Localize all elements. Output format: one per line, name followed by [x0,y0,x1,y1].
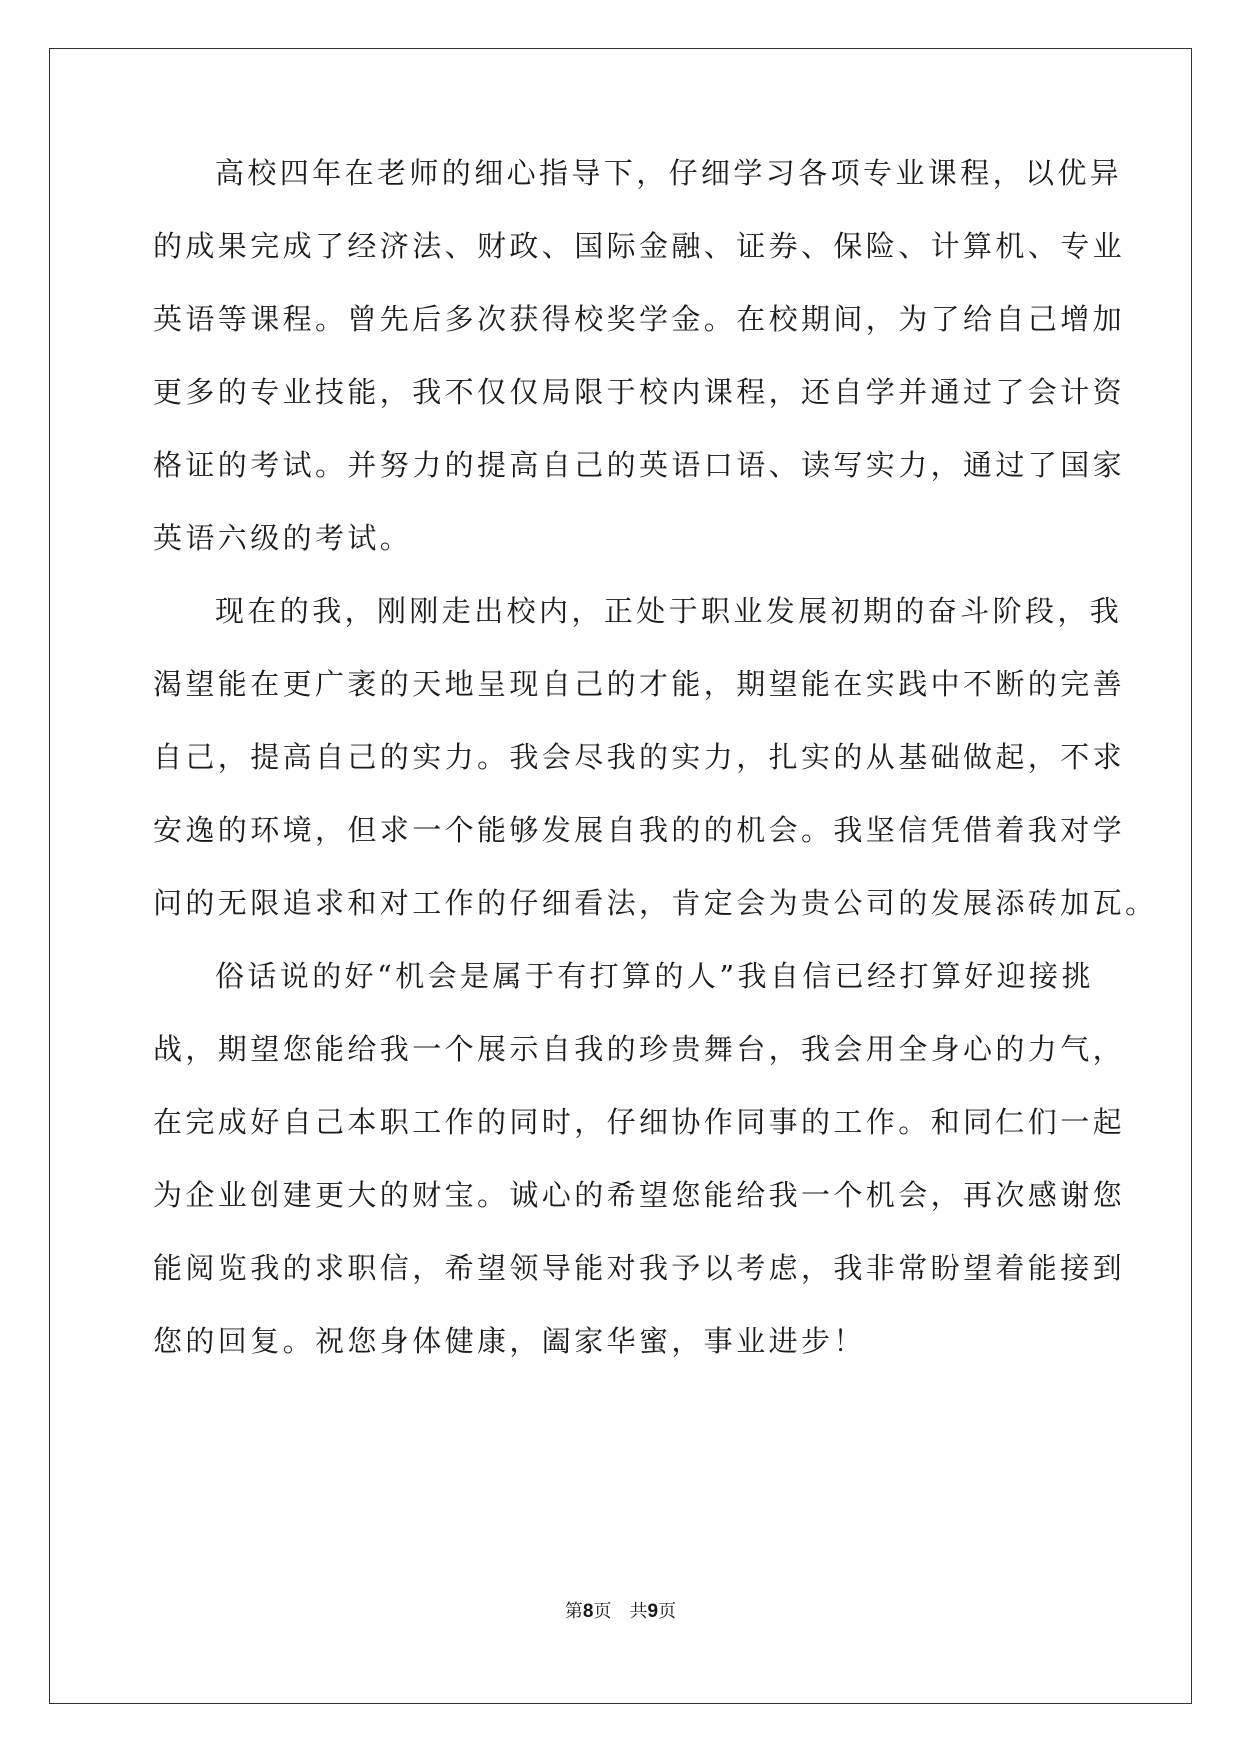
paragraph-3-line-5: 能阅览我的求职信，希望领导能对我予以考虑，我非常盼望着能接到 [153,1251,1126,1285]
paragraph-3-line-3: 在完成好自己本职工作的同时，仔细协作同事的工作。和同仁们一起 [153,1105,1126,1139]
page-suffix: 页 [593,1601,612,1622]
paragraph-2-line-2: 渴望能在更广袤的天地呈现自己的才能，期望能在实践中不断的完善 [153,667,1126,701]
paragraph-1-line-6: 英语六级的考试。 [153,521,413,555]
page-number-footer [0,1600,1241,1624]
total-suffix: 页 [658,1601,677,1622]
paragraph-1-line-5: 格证的考试。并努力的提高自己的英语口语、读写实力，通过了国家 [153,448,1126,482]
page-total: 9 [647,1601,659,1622]
paragraph-1-line-1: 高校四年在老师的细心指导下，仔细学习各项专业课程，以优异 [215,156,1123,190]
page-current: 8 [582,1601,594,1622]
paragraph-2-line-3: 自己，提高自己的实力。我会尽我的实力，扎实的从基础做起，不求 [153,740,1126,774]
paragraph-1-line-3: 英语等课程。曾先后多次获得校奖学金。在校期间，为了给自己增加 [153,302,1126,336]
paragraph-2-line-5: 问的无限追求和对工作的仔细看法，肯定会为贵公司的发展添砖加瓦。 [153,886,1158,920]
paragraph-3-line-1: 俗话说的好“机会是属于有打算的人”我自信已经打算好迎接挑 [215,959,1094,993]
paragraph-3-line-6: 您的回复。祝您身体健康，阖家华蜜，事业进步！ [153,1324,866,1358]
paragraph-1-line-2: 的成果完成了经济法、财政、国际金融、证券、保险、计算机、专业 [153,229,1126,263]
paragraph-2-line-1: 现在的我，刚刚走出校内，正处于职业发展初期的奋斗阶段，我 [215,594,1123,628]
total-prefix: 共 [629,1601,648,1622]
paragraph-3-line-2: 战，期望您能给我一个展示自我的珍贵舞台，我会用全身心的力气， [153,1032,1126,1066]
paragraph-1-line-4: 更多的专业技能，我不仅仅局限于校内课程，还自学并通过了会计资 [153,375,1126,409]
page-prefix: 第 [564,1601,583,1622]
page-border [49,48,1192,1704]
paragraph-2-line-4: 安逸的环境，但求一个能够发展自我的的机会。我坚信凭借着我对学 [153,813,1126,847]
paragraph-3-line-4: 为企业创建更大的财宝。诚心的希望您能给我一个机会，再次感谢您 [153,1178,1126,1212]
